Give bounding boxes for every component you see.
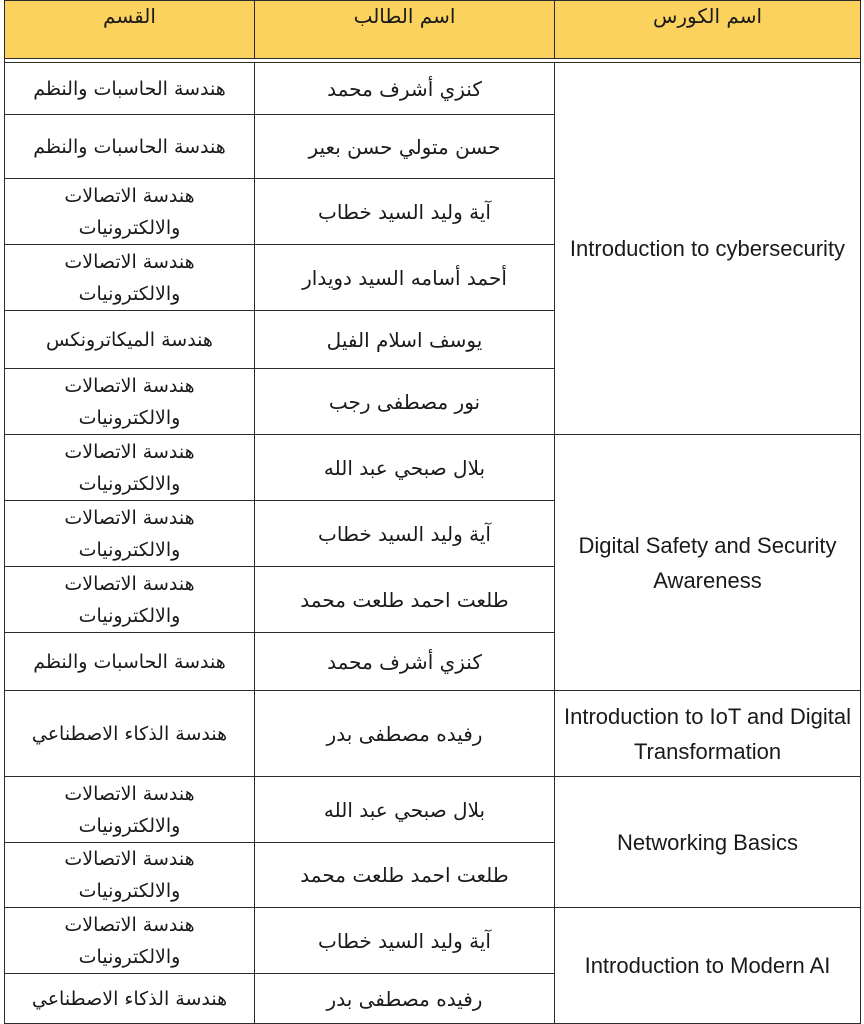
department-cell: هندسة الاتصالات والالكترونيات [5,179,255,245]
department-cell: هندسة الذكاء الاصطناعي [5,974,255,1024]
student-cell: نور مصطفى رجب [255,369,555,435]
student-cell: كنزي أشرف محمد [255,63,555,115]
student-cell: بلال صبحي عبد الله [255,777,555,843]
student-cell: طلعت احمد طلعت محمد [255,843,555,908]
student-cell: رفيده مصطفى بدر [255,974,555,1024]
header-course: اسم الكورس [555,1,861,59]
department-cell: هندسة الحاسبات والنظم [5,63,255,115]
header-row [5,1,861,59]
student-cell: آية وليد السيد خطاب [255,179,555,245]
course-cell: Introduction to Modern AI [555,908,861,1024]
table-row [5,435,861,501]
student-cell: يوسف اسلام الفيل [255,311,555,369]
department-cell: هندسة الاتصالات والالكترونيات [5,435,255,501]
header-student: اسم الطالب [255,1,555,59]
table-row [5,63,861,115]
student-cell: آية وليد السيد خطاب [255,501,555,567]
table-row [5,691,861,777]
student-cell: بلال صبحي عبد الله [255,435,555,501]
department-cell: هندسة الحاسبات والنظم [5,633,255,691]
department-cell: هندسة الاتصالات والالكترونيات [5,245,255,311]
student-cell: حسن متولي حسن بعير [255,115,555,179]
department-cell: هندسة الاتصالات والالكترونيات [5,567,255,633]
course-enrollment-table [4,0,861,1024]
course-cell: Introduction to IoT and Digital Transformation [555,691,861,777]
department-cell: هندسة الاتصالات والالكترونيات [5,843,255,908]
student-cell: آية وليد السيد خطاب [255,908,555,974]
department-cell: هندسة الاتصالات والالكترونيات [5,501,255,567]
department-cell: هندسة الاتصالات والالكترونيات [5,369,255,435]
course-cell: Digital Safety and Security Awareness [555,435,861,691]
header-department: القسم [5,1,255,59]
table-row [5,908,861,974]
department-cell: هندسة الحاسبات والنظم [5,115,255,179]
student-cell: طلعت احمد طلعت محمد [255,567,555,633]
course-cell: Introduction to cybersecurity [555,63,861,435]
department-cell: هندسة الميكاترونكس [5,311,255,369]
department-cell: هندسة الاتصالات والالكترونيات [5,777,255,843]
student-cell: كنزي أشرف محمد [255,633,555,691]
department-cell: هندسة الذكاء الاصطناعي [5,691,255,777]
student-cell: رفيده مصطفى بدر [255,691,555,777]
student-cell: أحمد أسامه السيد دويدار [255,245,555,311]
course-cell: Networking Basics [555,777,861,908]
table-row [5,777,861,843]
department-cell: هندسة الاتصالات والالكترونيات [5,908,255,974]
